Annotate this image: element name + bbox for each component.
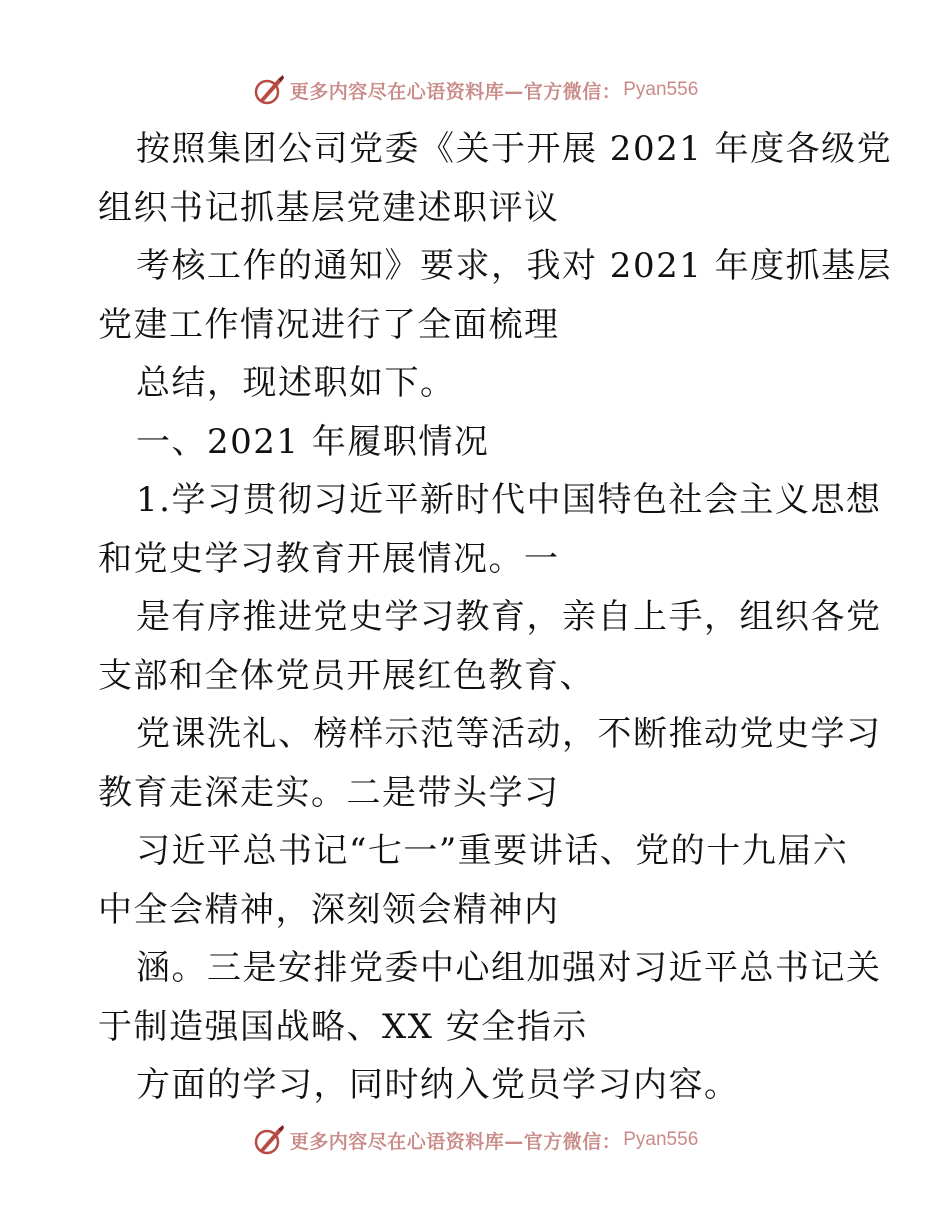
text-line: 党课洗礼、榜样示范等活动，不断推动党史学习 bbox=[136, 714, 882, 754]
text-line: 总结，现述职如下。 bbox=[136, 363, 456, 403]
watermark-wechat-id: Pyan556 bbox=[623, 79, 699, 100]
text-line: 支部和全体党员开展红色教育、 bbox=[98, 655, 595, 696]
text-line: 按照集团公司党委《关于开展 2021 年度各级党 bbox=[136, 129, 893, 169]
text-line: 考核工作的通知》要求，我对 2021 年度抓基层 bbox=[136, 246, 893, 286]
header-watermark bbox=[0, 72, 950, 108]
text-line: 于制造强国战略、XX 安全指示 bbox=[98, 1006, 588, 1047]
section-heading: 一、2021 年履职情况 bbox=[136, 421, 490, 462]
watermark-text: 更多内容尽在心语资料库—官方微信： bbox=[289, 1130, 622, 1153]
text-line: 是有序推进党史学习教育，亲自上手，组织各党 bbox=[136, 597, 882, 637]
text-line: 教育走深走实。二是带头学习 bbox=[98, 772, 560, 813]
text-line: 组织书记抓基层党建述职评议 bbox=[98, 187, 560, 228]
watermark-wechat-id: Pyan556 bbox=[623, 1129, 699, 1150]
text-line: 方面的学习，同时纳入党员学习内容。 bbox=[136, 1065, 740, 1105]
footer-watermark bbox=[0, 1122, 950, 1158]
text-line: 和党史学习教育开展情况。一 bbox=[98, 538, 560, 579]
document-body bbox=[98, 120, 893, 1115]
text-line: 习近平总书记“七一”重要讲话、党的十九届六 bbox=[136, 831, 849, 871]
text-line: 中全会精神，深刻领会精神内 bbox=[98, 889, 560, 930]
text-line: 涵。三是安排党委中心组加强对习近平总书记关 bbox=[136, 948, 882, 988]
quill-logo-icon bbox=[252, 73, 286, 107]
quill-logo-icon bbox=[252, 1123, 286, 1157]
text-line: 1.学习贯彻习近平新时代中国特色社会主义思想 bbox=[136, 480, 882, 520]
watermark-text: 更多内容尽在心语资料库—官方微信： bbox=[289, 80, 622, 103]
text-line: 党建工作情况进行了全面梳理 bbox=[98, 304, 560, 345]
